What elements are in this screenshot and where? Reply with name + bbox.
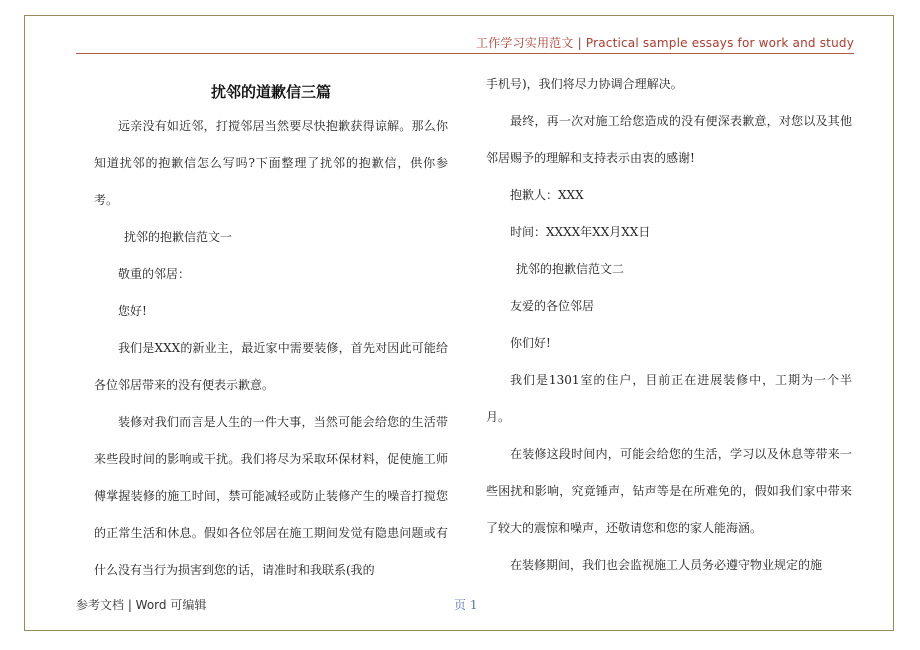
body-paragraph-1: 我们是XXX的新业主，最近家中需要装修，首先对因此可能给各位邻居带来的没有便表示歉意。 (94, 341, 448, 392)
signer: 抱歉人：XXX (510, 188, 584, 202)
section2-heading: 扰邻的抱歉信范文二 (516, 262, 625, 276)
document-title: 扰邻的道歉信三篇 (210, 83, 331, 101)
left-column (94, 66, 448, 589)
salutation-2: 友爱的各位邻居 (510, 299, 595, 313)
body-paragraph-3: 我们是1301室的住户，目前正在进展装修中，工期为一个半月。 (486, 373, 852, 424)
footer-label: 参考文档 | Word 可编辑 (76, 598, 207, 612)
page-number: 页 1 (454, 598, 478, 612)
closing-paragraph: 最终，再一次对施工给您造成的没有便深表歉意，对您以及其他邻居赐予的理解和支持表示由衷的感谢! (486, 114, 852, 165)
continued-paragraph: 手机号)，我们将尽力协调合理解决。 (486, 77, 683, 91)
header-text: 工作学习实用范文 | Practical sample essays for work and study (475, 36, 854, 50)
body-paragraph-2: 装修对我们而言是人生的一件大事，当然可能会给您的生活带来些段时间的影响或干扰。我们将尽为采取环保材料，促使施工师傅掌握装修的施工时间，禁可能减轻或防止装修产生的噪音打搅您的正常生活和休息。假如各位邻居在施工期间发觉有隐患问题或有什么没有当行为损害到您的话，请准时和我联系(我的 (94, 415, 448, 577)
header-rule (76, 53, 854, 54)
section1-heading: 扰邻的抱歉信范文一 (124, 230, 233, 244)
right-column (486, 66, 852, 584)
greeting: 您好! (118, 304, 147, 318)
intro-paragraph: 远亲没有如近邻，打搅邻居当然要尽快抱歉获得谅解。那么你知道扰邻的抱歉信怎么写吗?下面整理了扰邻的抱歉信，供你参考。 (94, 119, 448, 207)
body-paragraph-5: 在装修期间，我们也会监视施工人员务必遵守物业规定的施 (510, 558, 823, 572)
salutation: 敬重的邻居： (118, 267, 191, 281)
body-paragraph-4: 在装修这段时间内，可能会给您的生活，学习以及休息等带来一些困扰和影响，究竟锤声，钻声等是在所难免的，假如我们家中带来了较大的震惊和噪声，还敬请您和您的家人能海涵。 (486, 447, 852, 535)
greeting-2: 你们好! (510, 336, 551, 350)
date: 时间：XXXX年XX月XX日 (510, 225, 651, 239)
